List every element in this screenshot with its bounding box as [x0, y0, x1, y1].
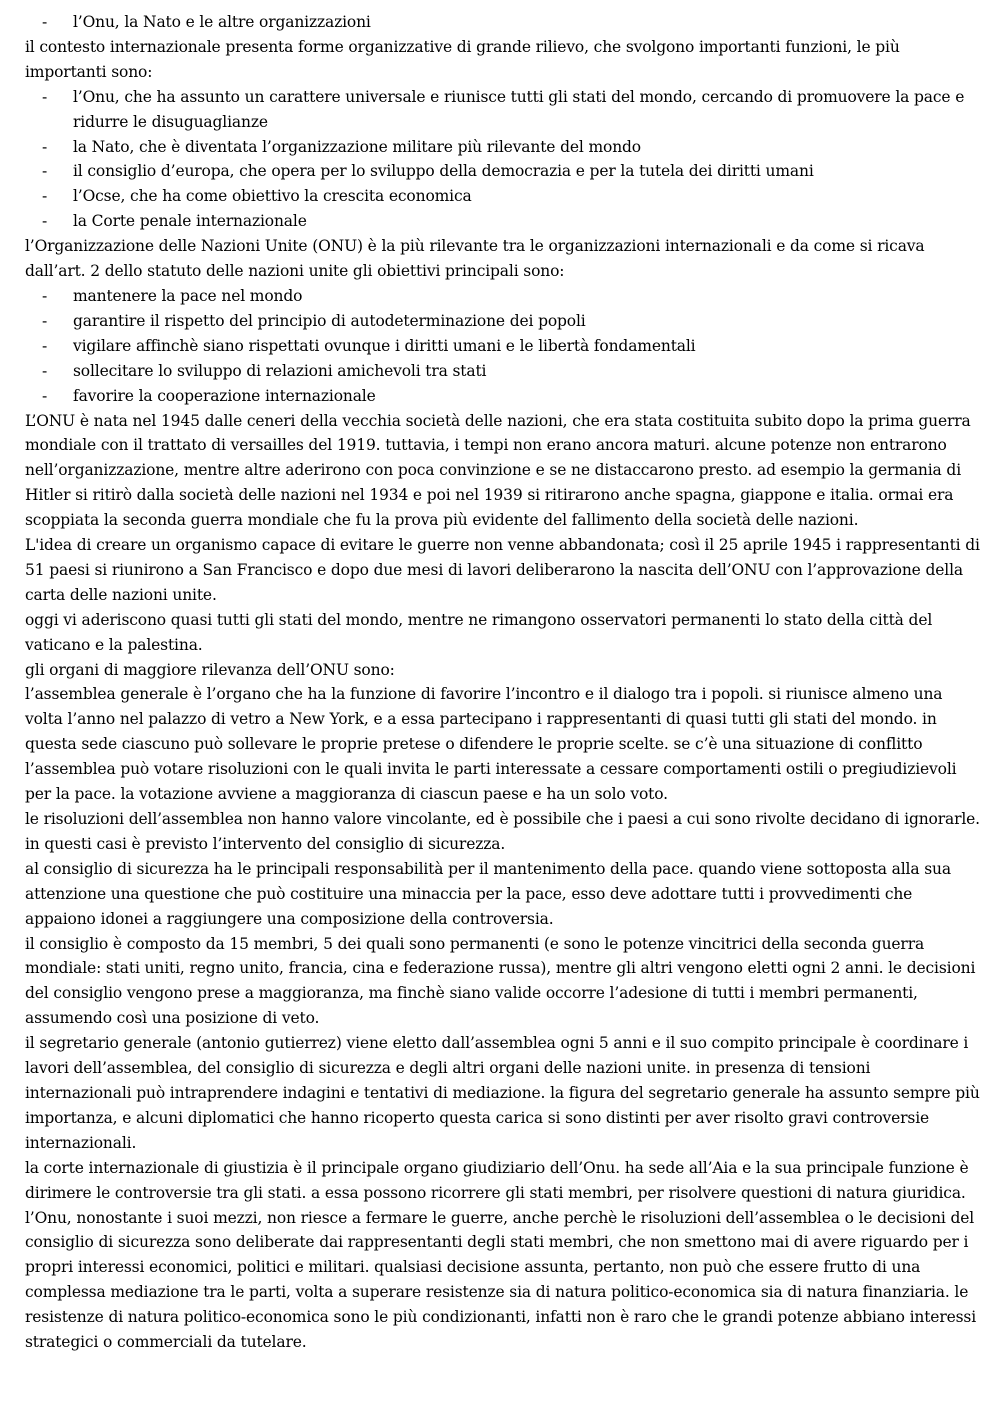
- dash-bullet-icon: -: [42, 311, 48, 330]
- list-item: [25, 85, 980, 135]
- list-item: [25, 10, 980, 35]
- list-item-text: l’Onu, la Nato e le altre organizzazioni: [73, 13, 371, 31]
- dash-bullet-icon: -: [42, 212, 48, 231]
- list-item: [25, 359, 980, 384]
- list-item-text: il consiglio d’europa, che opera per lo sviluppo della democrazia e per la tutela dei diritti umani: [73, 162, 814, 181]
- dash-list: [25, 10, 980, 35]
- list-item: [25, 209, 980, 234]
- paragraph: il segretario generale (antonio gutierrez) viene eletto dall’assemblea ogni 5 anni e il suo compito principale è coordinare i lavori dell’assemblea, del consiglio di sicurezza e degli altri organi delle nazioni unite. in presenza di tensioni internazionali può intraprendere indagini e tentativi di mediazione. la figura del segretario generale ha assunto sempre più importanza, e alcuni diplomatici che hanno ricoperto questa carica si sono distinti per aver risolto gravi controversie internazionali.: [25, 1034, 980, 1152]
- list-item-text: sollecitare lo sviluppo di relazioni amichevoli tra stati: [73, 361, 487, 380]
- list-item: [25, 334, 980, 359]
- dash-bullet-icon: -: [42, 361, 48, 380]
- dash-bullet-icon: -: [42, 13, 48, 31]
- dash-bullet-icon: -: [42, 137, 48, 156]
- dash-bullet-icon: -: [42, 336, 48, 355]
- list-item-text: mantenere la pace nel mondo: [73, 286, 303, 305]
- list-item-text: l’Ocse, che ha come obiettivo la crescita economica: [73, 187, 472, 206]
- paragraph: oggi vi aderiscono quasi tutti gli stati del mondo, mentre ne rimangono osservatori permanenti lo stato della città del vaticano e la palestina.: [25, 610, 933, 654]
- dash-bullet-icon: -: [42, 162, 48, 181]
- list-item-text: vigilare affinchè siano rispettati ovunque i diritti umani e le libertà fondamentali: [73, 336, 696, 355]
- list-item: [25, 159, 980, 184]
- list-item: [25, 384, 980, 409]
- paragraph: l’Organizzazione delle Nazioni Unite (ONU) è la più rilevante tra le organizzazioni internazionali e da come si ricava dall’art. 2 dello statuto delle nazioni unite gli obiettivi principali sono:: [25, 237, 925, 281]
- list-item-text: favorire la cooperazione internazionale: [73, 386, 376, 405]
- dash-bullet-icon: -: [42, 187, 48, 206]
- paragraph: la corte internazionale di giustizia è il principale organo giudiziario dell’Onu. ha sede all’Aia e la sua principale funzione è dirimere le controversie tra gli stati. a essa possono ricorrere gli stati membri, per risolvere questioni di natura giuridica.: [25, 1158, 969, 1202]
- paragraph: L’ONU è nata nel 1945 dalle ceneri della vecchia società delle nazioni, che era stata costituita subito dopo la prima guerra mondiale con il trattato di versailles del 1919. tuttavia, i tempi non erano ancora maturi. alcune potenze non entrarono nell’organizzazione, mentre altre aderirono con poca convinzione e se ne distaccarono presto. ad esempio la germania di Hitler si ritirò dalla società delle nazioni nel 1934 e poi nel 1939 si ritirarono anche spagna, giappone e italia. ormai era scoppiata la seconda guerra mondiale che fu la prova più evidente del fallimento della società delle nazioni.: [25, 411, 971, 530]
- paragraph: il consiglio è composto da 15 membri, 5 dei quali sono permanenti (e sono le potenze vincitrici della seconda guerra mondiale: stati uniti, regno unito, francia, cina e federazione russa), mentre gli altri vengono eletti ogni 2 anni. le decisioni del consiglio vengono prese a maggioranza, ma finchè siano valide occorre l’adesione di tutti i membri permanenti, assumendo così una posizione di veto.: [25, 934, 976, 1028]
- paragraph: l’Onu, nonostante i suoi mezzi, non riesce a fermare le guerre, anche perchè le risoluzioni dell’assemblea o le decisioni del consiglio di sicurezza sono deliberate dai rappresentanti degli stati membri, che non smettono mai di avere riguardo per i propri interessi economici, politici e militari. qualsiasi decisione assunta, pertanto, non può che essere frutto di una complessa mediazione tra le parti, volta a superare resistenze sia di natura politico-economica sia di natura finanziaria. le resistenze di natura politico-economica sono le più condizionanti, infatti non è raro che le grandi potenze abbiano interessi strategici o commerciali da tutelare.: [25, 1208, 977, 1352]
- dash-list: [25, 85, 980, 234]
- paragraph: l’assemblea generale è l’organo che ha la funzione di favorire l’incontro e il dialogo tra i popoli. si riunisce almeno una volta l’anno nel palazzo di vetro a New York, e a essa partecipano i rappresentanti di quasi tutti gli stati del mondo. in questa sede ciascuno può sollevare le proprie pretese o difendere le proprie scelte. se c’è una situazione di conflitto l’assemblea può votare risoluzioni con le quali invita le parti interessate a cessare comportamenti ostili o pregiudizievoli per la pace. la votazione avviene a maggioranza di ciascun paese e ha un solo voto.: [25, 685, 957, 804]
- dash-bullet-icon: -: [42, 87, 48, 106]
- paragraph: le risoluzioni dell’assemblea non hanno valore vincolante, ed è possibile che i paesi a cui sono rivolte decidano di ignorarle. in questi casi è previsto l’intervento del consiglio di sicurezza.: [25, 810, 980, 853]
- paragraph: al consiglio di sicurezza ha le principali responsabilità per il mantenimento della pace. quando viene sottoposta alla sua attenzione una questione che può costituire una minaccia per la pace, esso deve adottare tutti i provvedimenti che appaiono idonei a raggiungere una composizione della controversia.: [25, 859, 951, 928]
- dash-list: [25, 284, 980, 409]
- paragraph: L'idea di creare un organismo capace di evitare le guerre non venne abbandonata; così il 25 aprile 1945 i rappresentanti di 51 paesi si riunirono a San Francisco e dopo due mesi di lavori deliberarono la nascita dell’ONU con l’approvazione della carta delle nazioni unite.: [25, 536, 980, 604]
- dash-bullet-icon: -: [42, 286, 48, 305]
- list-item-text: la Corte penale internazionale: [73, 212, 307, 231]
- list-item-text: l’Onu, che ha assunto un carattere universale e riunisce tutti gli stati del mondo, cercando di promuovere la pace e ridurre le disuguaglianze: [73, 87, 965, 131]
- list-item: [25, 284, 980, 309]
- dash-bullet-icon: -: [42, 386, 48, 405]
- list-item: [25, 184, 980, 209]
- paragraph: gli organi di maggiore rilevanza dell’ONU sono:: [25, 660, 395, 679]
- paragraph: il contesto internazionale presenta forme organizzative di grande rilievo, che svolgono importanti funzioni, le più importanti sono:: [25, 37, 900, 81]
- list-item-text: la Nato, che è diventata l’organizzazione militare più rilevante del mondo: [73, 137, 641, 156]
- document-page: [25, 10, 980, 1355]
- list-item: [25, 135, 980, 160]
- list-item-text: garantire il rispetto del principio di autodeterminazione dei popoli: [73, 311, 586, 330]
- list-item: [25, 309, 980, 334]
